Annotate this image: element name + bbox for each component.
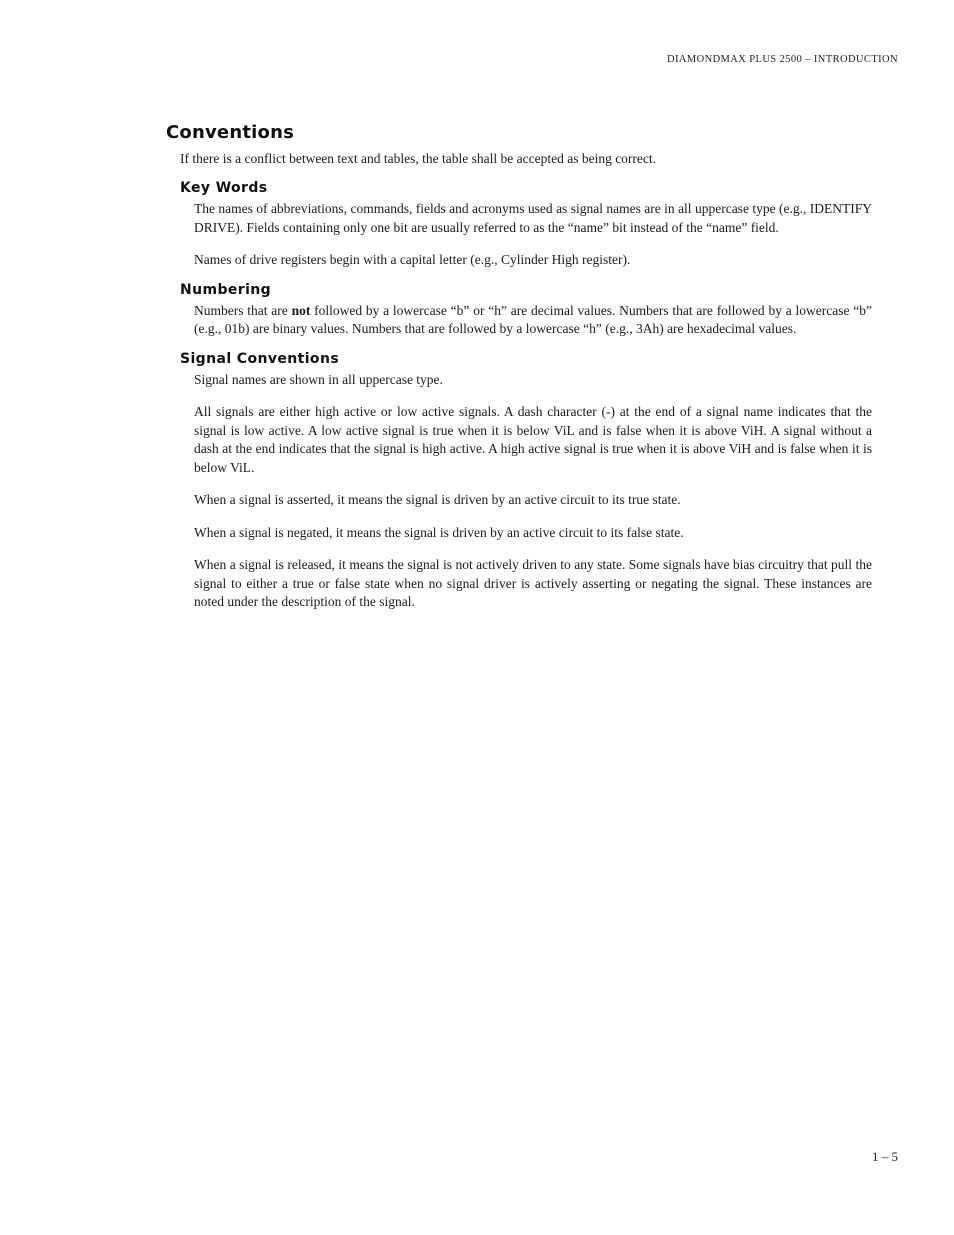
signal-paragraph-4: When a signal is negated, it means the signal is driven by an active circuit to its false state. [194,524,684,540]
key-words-paragraph-1: The names of abbreviations, commands, fields and acronyms used as signal names are in all uppercase type (e.g., IDENTIFY DRIVE). Fields containing only one bit are usually referred to as the “name” bit instead of the “name” field. [194,201,872,235]
numbering-body [194,302,872,339]
signal-paragraph-2: All signals are either high active or low active signals. A dash character (-) at the end of a signal name indicates that the signal is low active. A low active signal is true when it is below ViL and is false when it is above ViH. A signal without a dash at the end indicates that the signal is high active. A high active signal is true when it is above ViH and is false when it is below ViL. [194,404,872,475]
signal-paragraph-5: When a signal is released, it means the signal is not actively driven to any state. Some signals have bias circuitry that pull the signal to either a true or false state when no signal driver is actively asserting or negating the signal. These instances are noted under the description of the signal. [194,557,872,609]
signal-conventions-body [194,371,872,612]
subhead-numbering: Numbering [180,281,272,298]
subhead-key-words: Key Words [180,180,268,196]
page-content [166,122,872,624]
page-number: 1 – 5 [872,1149,898,1164]
numbering-paragraph [194,302,872,339]
running-header: DIAMONDMAX PLUS 2500 – INTRODUCTION [667,54,898,65]
section-intro: If there is a conflict between text and tables, the table shall be accepted as being correct. [180,151,657,166]
key-words-paragraph-2: Names of drive registers begin with a capital letter (e.g., Cylinder High register). [194,252,631,267]
key-words-body [194,200,872,270]
numbering-text-before: Numbers that are [194,302,292,318]
numbering-emphasis: not [291,302,311,318]
section-title: Conventions [166,122,295,143]
signal-paragraph-3: When a signal is asserted, it means the signal is driven by an active circuit to its true state. [194,492,681,507]
numbering-text-after: followed by a lowercase “b” or “h” are decimal values. Numbers that are followed by a lowercase “b” (e.g., 01b) are binary values. Numbers that are followed by a lowercase “h” (e.g., 3Ah) are hexadecimal values. [194,302,872,336]
subhead-signal-conventions: Signal Conventions [180,350,340,367]
signal-paragraph-1: Signal names are shown in all uppercase type. [194,371,443,387]
